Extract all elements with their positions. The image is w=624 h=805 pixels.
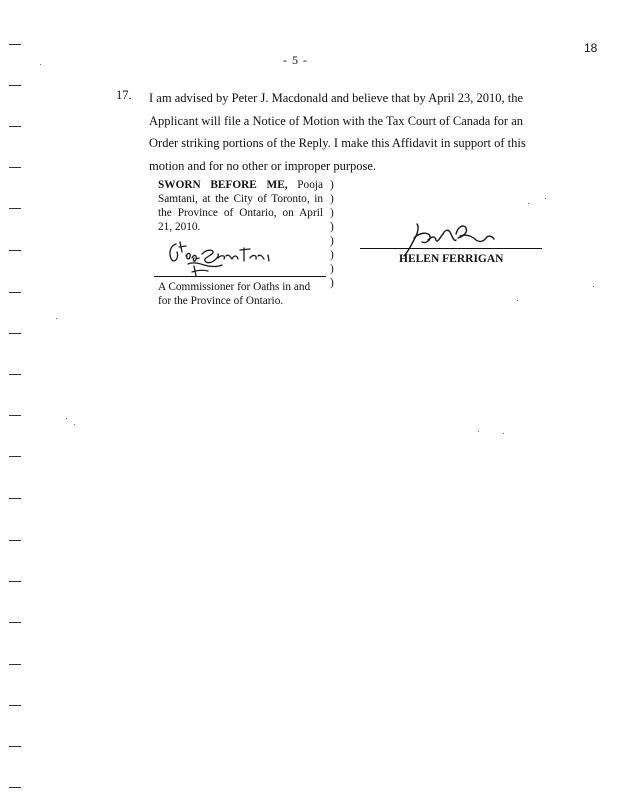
- scan-speck: [503, 433, 504, 434]
- commissioner-signature-line: [154, 276, 326, 277]
- bracket: ): [330, 235, 334, 247]
- jurat-line: 21, 2010.: [158, 221, 201, 233]
- bracket: ): [330, 249, 334, 261]
- jurat-block: [158, 178, 323, 234]
- bracket: ): [330, 207, 334, 219]
- bracket: ): [330, 277, 334, 289]
- margin-mark: [9, 498, 21, 499]
- page-number: - 5 -: [283, 53, 308, 67]
- margin-mark: [9, 333, 21, 334]
- scan-speck: [545, 198, 546, 199]
- margin-mark: [9, 208, 21, 209]
- paragraph-body: [149, 87, 526, 177]
- margin-mark: [9, 126, 21, 127]
- margin-mark: [9, 250, 21, 251]
- commissioner-line: A Commissioner for Oaths in and: [158, 281, 311, 293]
- margin-mark: [9, 44, 21, 45]
- paragraph-line: Order striking portions of the Reply. I make this Affidavit in support of this: [149, 136, 526, 150]
- jurat-name-start: Pooja: [287, 179, 323, 191]
- page-sequence-number: 18: [584, 41, 598, 55]
- jurat-line: Samtani, at the City of Toronto, in: [158, 193, 323, 205]
- margin-mark: [9, 540, 21, 541]
- jurat-brackets: [330, 178, 334, 290]
- scan-speck: [528, 203, 529, 204]
- bracket: ): [330, 263, 334, 275]
- margin-mark: [9, 664, 21, 665]
- bracket: ): [330, 179, 334, 191]
- paragraph-line: I am advised by Peter J. Macdonald and believe that by April 23, 2010, the: [149, 91, 523, 105]
- commissioner-caption: [158, 280, 310, 308]
- bracket: ): [330, 193, 334, 205]
- commissioner-line: for the Province of Ontario.: [158, 295, 284, 307]
- scan-speck: [56, 318, 57, 319]
- paragraph-line: motion and for no other or improper purpose.: [149, 158, 377, 173]
- margin-mark: [9, 787, 21, 788]
- deponent-signature-line: [360, 248, 542, 249]
- margin-mark: [9, 85, 21, 86]
- paragraph-number: 17.: [116, 88, 132, 102]
- margin-mark: [9, 622, 21, 623]
- margin-mark: [9, 456, 21, 457]
- margin-mark: [9, 746, 21, 747]
- margin-mark: [9, 415, 21, 416]
- margin-mark: [9, 374, 21, 375]
- margin-mark: [9, 705, 21, 706]
- margin-mark: [9, 581, 21, 582]
- margin-mark: [9, 292, 21, 293]
- scan-speck: [593, 286, 594, 287]
- paragraph-line: Applicant will file a Notice of Motion with the Tax Court of Canada for an: [149, 113, 523, 128]
- commissioner-signature: [158, 234, 282, 278]
- scan-speck: [66, 418, 67, 419]
- scan-speck: [478, 431, 479, 432]
- sworn-label: SWORN BEFORE ME,: [158, 179, 288, 191]
- margin-mark: [9, 167, 21, 168]
- scan-speck: [74, 424, 75, 425]
- deponent-name: HELEN FERRIGAN: [399, 253, 504, 265]
- jurat-line: the Province of Ontario, on April: [158, 207, 323, 219]
- scan-speck: [517, 300, 518, 301]
- jurat-line: [158, 178, 323, 192]
- bracket: ): [330, 221, 334, 233]
- scan-speck: [40, 64, 41, 65]
